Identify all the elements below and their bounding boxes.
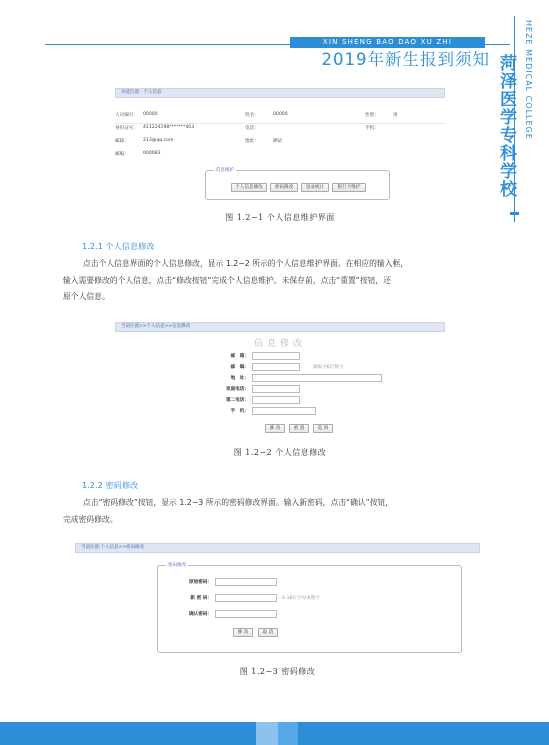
footer-accent: [256, 722, 278, 745]
info-table: [115, 110, 445, 162]
second-phone-field[interactable]: [252, 396, 300, 404]
field-label: 邮 编：: [230, 365, 249, 370]
section-title: 1.2.1 个人信息修改: [82, 241, 155, 251]
info-maintenance-group: [205, 170, 390, 200]
form-row-home-phone: [215, 385, 390, 394]
fieldset-legend: 密码修改: [168, 563, 186, 568]
header-pinyin-band: XIN SHENG BAO DAO XU ZHI: [290, 37, 485, 48]
confirm-password-field[interactable]: [215, 610, 277, 618]
info-label: 人员编号：: [115, 113, 138, 118]
field-label: 新 密 码：: [190, 596, 212, 601]
field-label: 原始密码：: [189, 580, 212, 585]
form-title: 信息修改: [253, 339, 306, 349]
info-label: 姓名：: [245, 113, 259, 118]
address-field[interactable]: [252, 374, 382, 382]
info-label: 性别：: [365, 113, 379, 118]
reset-button[interactable]: 重 置: [289, 424, 309, 433]
form-row-second-phone: [215, 396, 390, 405]
page-title: 2019年新生报到须知: [321, 50, 490, 69]
fieldset-legend: 信息维护: [216, 168, 234, 173]
info-label: 邮箱：: [115, 139, 129, 144]
footer-accent: [278, 722, 298, 745]
info-value: 测试: [273, 139, 283, 144]
figure-personal-info: [115, 88, 445, 203]
location-bar: 功能位置：个人信息: [115, 88, 445, 98]
figure-info-edit: [115, 322, 445, 440]
paragraph-line: 点击个人信息界面的个人信息修改，显示 1.2−2 所示的个人信息维护界面。在相应的输入框，: [83, 259, 409, 268]
new-password-field[interactable]: [215, 594, 277, 602]
confirm-change-button[interactable]: 修 改: [233, 628, 253, 637]
info-value: 00000: [143, 112, 158, 117]
field-label: 邮 箱：: [230, 354, 249, 359]
form-row-mobile: [215, 407, 390, 416]
table-row: [115, 136, 445, 149]
field-label: 手 机：: [230, 409, 249, 414]
password-group: [157, 565, 462, 653]
location-bar: 当前位置:个人信息>>密码修改: [75, 543, 480, 553]
email-field[interactable]: [252, 352, 300, 360]
figure-password-change: [75, 543, 480, 658]
table-row: [115, 123, 445, 136]
info-value: 411224198*******403: [143, 125, 195, 130]
info-value: 213@qq.com: [143, 138, 174, 143]
postcode-field[interactable]: [252, 363, 300, 371]
table-row: [115, 110, 445, 123]
info-value: 000083: [143, 151, 161, 156]
field-hint: 6-18位字母或数字: [282, 596, 320, 601]
college-name-cn: 菏泽医学专科学校: [496, 54, 516, 198]
form-row-address: [215, 374, 390, 383]
form-row-old-password: [178, 578, 353, 587]
change-password-button[interactable]: 密码修改: [270, 183, 298, 192]
field-hint: 邮编为6位数字: [313, 365, 344, 370]
bank-card-button[interactable]: 银行卡维护: [332, 183, 366, 192]
info-value: 男: [393, 113, 398, 118]
info-label: 邮编：: [115, 152, 129, 157]
info-label: 身份证号：: [115, 126, 138, 131]
form-row-postcode: [215, 363, 390, 372]
back-button[interactable]: 返 回: [313, 424, 333, 433]
paragraph-line: 完成密码修改。: [63, 514, 118, 524]
field-label: 确认密码：: [189, 612, 212, 617]
edit-info-button[interactable]: 个人信息修改: [231, 183, 267, 192]
section-paragraph: [63, 495, 503, 528]
field-label: 第二电话：: [226, 398, 249, 403]
paragraph-line: 输入需要修改的个人信息，点击“修改按钮”完成个人信息维护。未保存前，点击“重置”按钮，还: [63, 275, 392, 285]
table-row: [115, 149, 445, 162]
paragraph-line: 原个人信息。: [63, 292, 110, 301]
mobile-field[interactable]: [252, 407, 316, 415]
form-row-confirm-password: [178, 610, 353, 619]
cancel-button[interactable]: 取 消: [258, 628, 278, 637]
field-label: 家庭电话：: [226, 387, 249, 392]
info-value: 00000: [273, 112, 288, 117]
home-phone-field[interactable]: [252, 385, 300, 393]
paragraph-line: 点击“密码修改”按钮，显示 1.2−3 所示的密码修改界面。输入新密码，点击“确认”按钮，: [83, 498, 394, 507]
form-row-new-password: [178, 594, 353, 603]
submit-edit-button[interactable]: 修 改: [265, 424, 285, 433]
college-name-en: HEZE MEDICAL COLLEGE: [524, 20, 533, 140]
figure-caption: 图 1.2−3 密码修改: [239, 667, 316, 676]
info-label: 手机：: [365, 126, 379, 131]
location-bar: 当前位置>>个人信息>>信息修改: [115, 322, 445, 332]
old-password-field[interactable]: [215, 578, 277, 586]
info-label: 地址：: [245, 139, 259, 144]
form-row-email: [215, 352, 390, 361]
figure-caption: 图 1.2−2 个人信息修改: [233, 448, 327, 457]
login-stats-button[interactable]: 登录统计: [301, 183, 329, 192]
section-paragraph: [63, 256, 503, 306]
side-rule-tick: [510, 212, 519, 215]
info-label: 电话：: [245, 126, 259, 131]
field-label: 地 址：: [230, 376, 249, 381]
section-title: 1.2.2 密码修改: [82, 480, 139, 490]
figure-caption: 图 1.2−1 个人信息维护界面: [225, 213, 335, 222]
